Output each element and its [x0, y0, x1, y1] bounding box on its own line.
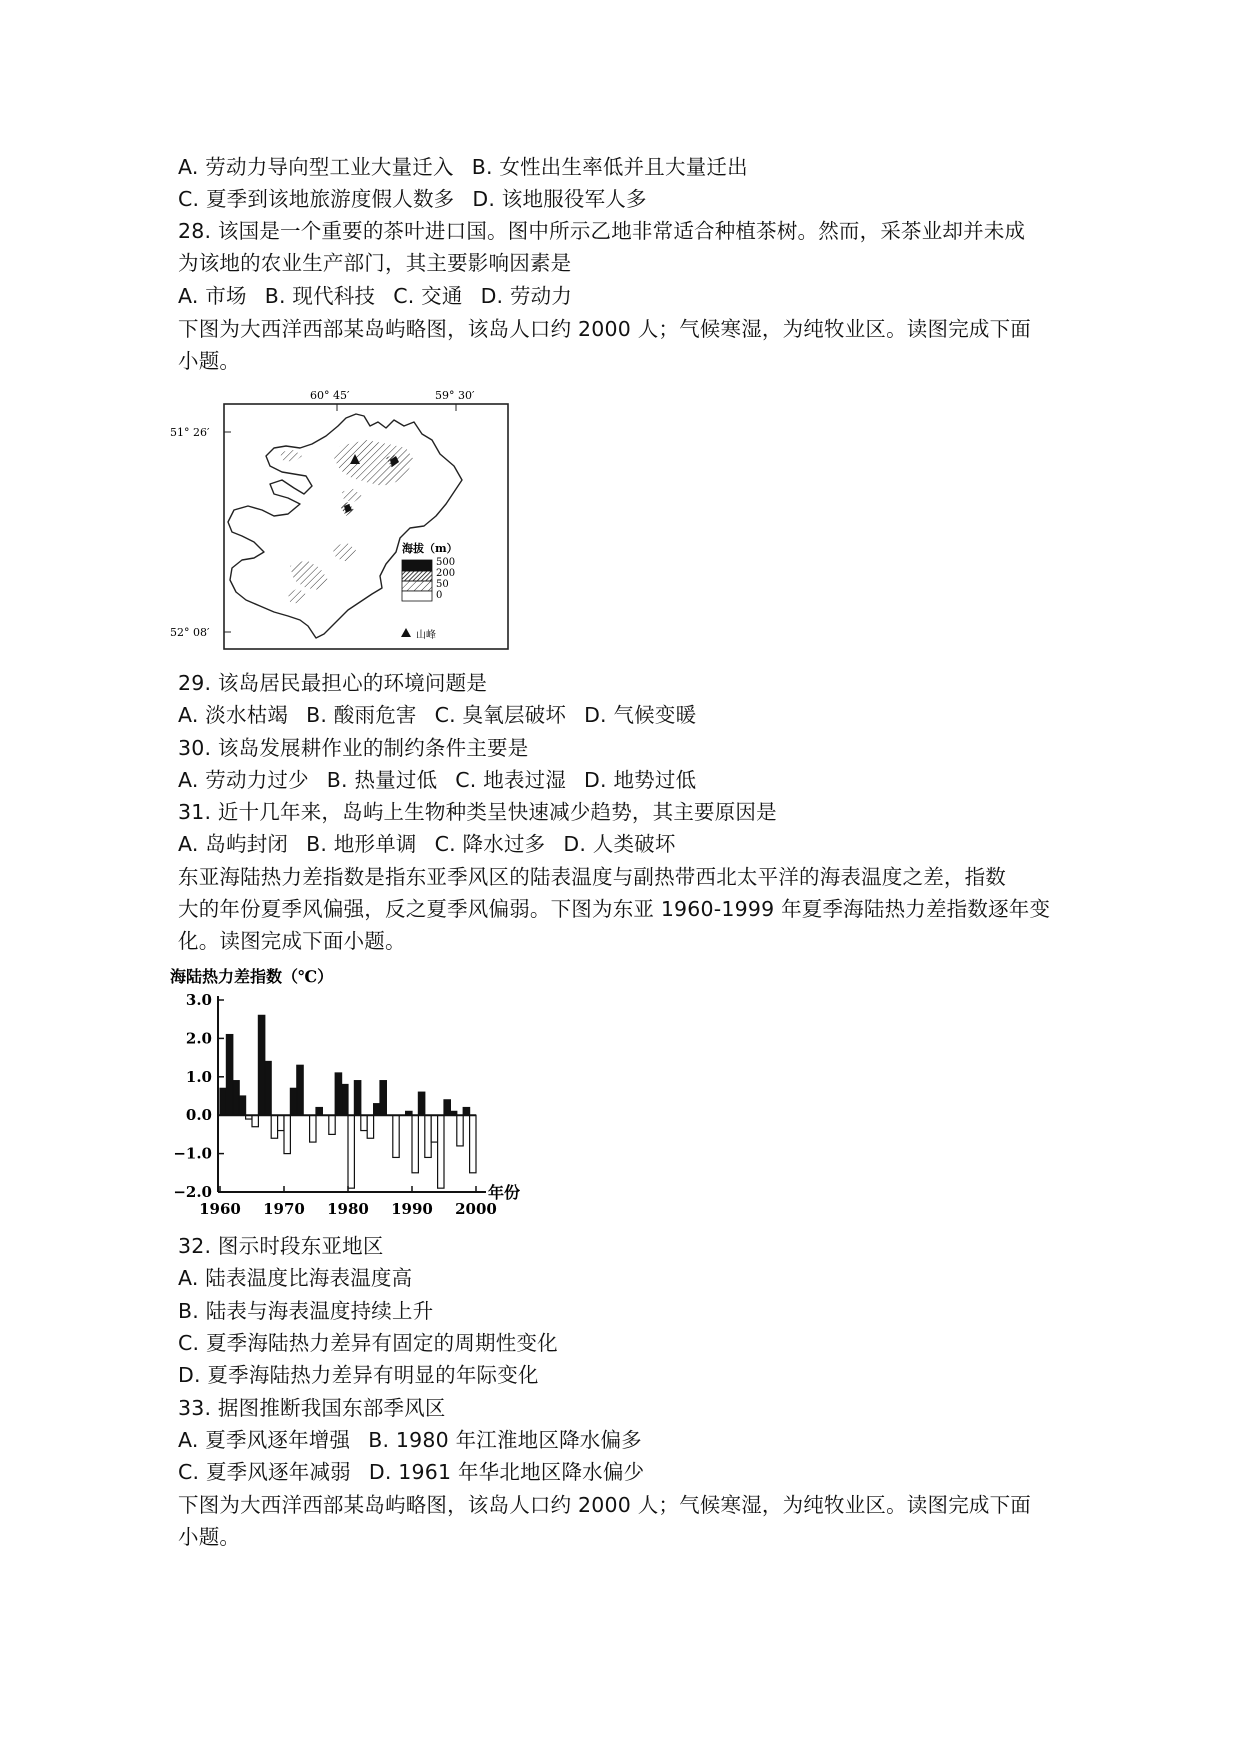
q28-option-c: C. 交通 [393, 284, 463, 308]
chart-bar [361, 1115, 367, 1130]
q32-option-a: A. 陆表温度比海表温度高 [178, 1266, 413, 1290]
chart-bar [444, 1100, 450, 1115]
q31-option-c: C. 降水过多 [434, 832, 546, 856]
q29-stem: 29. 该岛居民最担心的环境问题是 [178, 671, 488, 695]
chart-bar [380, 1081, 386, 1116]
island-map [170, 382, 520, 652]
legend-peak-icon [401, 628, 411, 637]
q31-option-a: A. 岛屿封闭 [178, 832, 289, 856]
q29-option-a: A. 淡水枯竭 [178, 703, 289, 727]
chart-bar [470, 1115, 476, 1173]
chart-bar [354, 1081, 360, 1116]
chart-bar [226, 1035, 232, 1116]
map-legend [401, 541, 458, 641]
intro3-line1: 下图为大西洋西部某岛屿略图，该岛人口约 2000 人；气候寒湿，为纯牧业区。读图完成下面 [178, 1493, 1032, 1517]
q31-option-d: D. 人类破坏 [563, 832, 676, 856]
chart-y-tick-label: 3.0 [185, 991, 212, 1009]
chart-bar [438, 1115, 444, 1188]
chart-bar [271, 1115, 277, 1138]
q30-options [178, 765, 696, 795]
legend-level-200: 200 [436, 568, 456, 579]
chart-bar [284, 1115, 290, 1153]
chart-ylabel: 海陆热力差指数（℃） [170, 967, 334, 986]
q32-stem: 32. 图示时段东亚地区 [178, 1234, 384, 1258]
chart-y-tick-label: 0.0 [185, 1106, 212, 1125]
q32-option-d: D. 夏季海陆热力差异有明显的年际变化 [178, 1363, 539, 1387]
chart-bar [457, 1115, 463, 1146]
q28-option-d: D. 劳动力 [480, 284, 573, 308]
legend-level-50: 50 [436, 579, 449, 590]
q32-option-b: B. 陆表与海表温度持续上升 [178, 1299, 434, 1323]
q27-option-d: D. 该地服役军人多 [472, 187, 647, 211]
q31-options [178, 829, 676, 859]
map-lon-left: 60° 45′ [310, 389, 350, 402]
chart-bar [431, 1115, 437, 1142]
intro1-line1: 下图为大西洋西部某岛屿略图，该岛人口约 2000 人；气候寒湿，为纯牧业区。读图完成下面 [178, 317, 1032, 341]
q27-options-row2 [178, 184, 647, 214]
chart-x-tick-label: 1990 [391, 1200, 433, 1218]
chart-bar [233, 1081, 239, 1116]
map-lon-right: 59° 30′ [435, 389, 475, 402]
chart-x-tick-label: 2000 [455, 1200, 497, 1218]
intro2-line2: 大的年份夏季风偏强，反之夏季风偏弱。下图为东亚 1960-1999 年夏季海陆热力差指数逐年变 [178, 897, 1051, 921]
q27-option-c: C. 夏季到该地旅游度假人数多 [178, 187, 455, 211]
chart-bar [290, 1088, 296, 1115]
chart-bar [297, 1065, 303, 1115]
chart-y-tick-label: −2.0 [173, 1183, 212, 1201]
q33-option-b: B. 1980 年江淮地区降水偏多 [368, 1428, 642, 1452]
heat-difference-chart [170, 962, 640, 1220]
chart-bar [265, 1061, 271, 1115]
chart-bar [329, 1115, 335, 1134]
q27-option-b: B. 女性出生率低并且大量迁出 [471, 155, 748, 179]
chart-bar [220, 1088, 226, 1115]
chart-bar [310, 1115, 316, 1142]
chart-x-tick-label: 1970 [263, 1200, 305, 1218]
q33-stem: 33. 据图推断我国东部季风区 [178, 1396, 446, 1420]
chart-x-tick-label: 1960 [199, 1200, 241, 1218]
chart-y-tick-label: −1.0 [173, 1144, 212, 1163]
q28-option-a: A. 市场 [178, 284, 247, 308]
q33-options-row1 [178, 1425, 642, 1455]
q33-option-c: C. 夏季风逐年减弱 [178, 1460, 351, 1484]
q27-options-row1 [178, 152, 748, 182]
chart-bar [425, 1115, 431, 1157]
legend-peak-label: 山峰 [416, 630, 436, 641]
intro2-line1: 东亚海陆热力差指数是指东亚季风区的陆表温度与副热带西北太平洋的海表温度之差，指数 [178, 865, 1006, 889]
q30-option-b: B. 热量过低 [326, 768, 438, 792]
q33-option-a: A. 夏季风逐年增强 [178, 1428, 351, 1452]
legend-title: 海拔（m） [402, 542, 458, 555]
chart-bar [335, 1073, 341, 1115]
chart-bar [258, 1015, 264, 1115]
q29-options [178, 700, 696, 730]
intro2-line3: 化。读图完成下面小题。 [178, 929, 406, 953]
q28-stem-line2: 为该地的农业生产部门，其主要影响因素是 [178, 251, 572, 275]
q31-stem: 31. 近十几年来，岛屿上生物种类呈快速减少趋势，其主要原因是 [178, 800, 777, 824]
chart-bar [278, 1115, 284, 1130]
q33-option-d: D. 1961 年华北地区降水偏少 [368, 1460, 645, 1484]
q29-option-b: B. 酸雨危害 [306, 703, 417, 727]
chart-xlabel: 年份 [488, 1183, 521, 1202]
chart-bar [367, 1115, 373, 1138]
q31-option-b: B. 地形单调 [306, 832, 417, 856]
chart-bar [412, 1115, 418, 1173]
q32-option-c: C. 夏季海陆热力差异有固定的周期性变化 [178, 1331, 558, 1355]
map-lat-bottom: 52° 08′ [170, 626, 210, 639]
q27-option-a: A. 劳动力导向型工业大量迁入 [178, 155, 454, 179]
chart-bar [348, 1115, 354, 1188]
intro3-line2: 小题。 [178, 1525, 241, 1549]
chart-bar [418, 1092, 424, 1115]
chart-bar [316, 1108, 322, 1116]
q28-option-b: B. 现代科技 [264, 284, 376, 308]
map-lat-top: 51° 26′ [170, 426, 210, 439]
q33-options-row2 [178, 1457, 644, 1487]
q29-option-d: D. 气候变暖 [584, 703, 697, 727]
q30-stem: 30. 该岛发展耕作业的制约条件主要是 [178, 736, 529, 760]
intro1-line2: 小题。 [178, 349, 241, 373]
q28-options [178, 281, 572, 311]
chart-y-tick-label: 1.0 [185, 1067, 212, 1086]
chart-bar [252, 1115, 258, 1127]
legend-level-500: 500 [436, 557, 456, 568]
q28-stem-line1: 28. 该国是一个重要的茶叶进口国。图中所示乙地非常适合种植茶树。然而，采茶业却并未成 [178, 219, 1026, 243]
q30-option-d: D. 地势过低 [584, 768, 697, 792]
legend-level-0: 0 [436, 590, 443, 601]
q30-option-a: A. 劳动力过少 [178, 768, 309, 792]
q30-option-c: C. 地表过湿 [455, 768, 567, 792]
chart-bar [342, 1084, 348, 1115]
chart-y-tick-label: 2.0 [185, 1029, 212, 1048]
chart-bar [393, 1115, 399, 1157]
chart-bar [463, 1108, 469, 1116]
chart-bar [374, 1104, 380, 1116]
q29-option-c: C. 臭氧层破坏 [434, 703, 567, 727]
chart-bar [239, 1096, 245, 1115]
chart-x-tick-label: 1980 [327, 1200, 369, 1218]
